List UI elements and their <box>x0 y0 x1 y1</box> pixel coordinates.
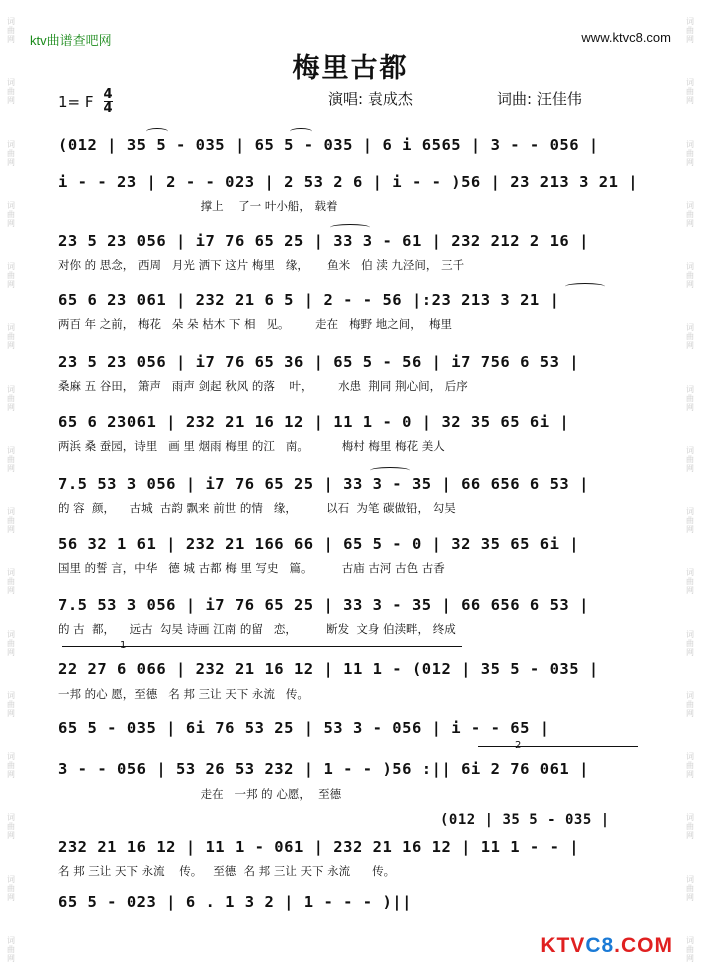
score-notes-line: 56 32 1 61 | 232 21 166 66 | 65 5 - 0 | 32 35 65 6i | <box>58 535 580 553</box>
watermark-text: 词曲网 <box>685 139 695 167</box>
key-signature <box>58 88 113 115</box>
logo-part: C8 <box>585 934 615 957</box>
watermark-text: 词曲网 <box>685 78 695 106</box>
watermark-text: 词曲网 <box>6 200 16 228</box>
score-notes-line: 3 - - 056 | 53 26 53 232 | 1 - - )56 :|| 6i 2 76 061 | <box>58 760 589 778</box>
score-notes-line: 22 27 6 066 | 232 21 16 12 | 11 1 - (012 | 35 5 - 035 | <box>58 660 599 678</box>
watermark-text: 词曲网 <box>6 690 16 718</box>
watermark-text: 词曲网 <box>6 813 16 841</box>
key-label: 1= F <box>58 92 94 111</box>
score-lyrics-line: 两浜 桑 蚕园，诗里 画 里 烟雨 梅里 的江 南。 梅村 梅里 梅花 美人 <box>58 439 445 453</box>
slur-mark <box>146 128 168 135</box>
volta-1-number: 1 <box>120 640 127 651</box>
watermark-text: 词曲网 <box>6 629 16 657</box>
score-notes-line: 65 6 23 061 | 232 21 6 5 | 2 - - 56 |:23 213 3 21 | <box>58 291 560 309</box>
watermark-text: 词曲网 <box>685 507 695 535</box>
score-lyrics-line: 一邦 的心 愿，至德 名 邦 三让 天下 永流 传。 <box>58 687 309 701</box>
time-signature <box>104 88 113 115</box>
score-notes-line: 232 21 16 12 | 11 1 - 061 | 232 21 16 12 | 11 1 - - | <box>58 838 580 856</box>
watermark-right <box>682 0 698 980</box>
score-notes-line: 65 5 - 023 | 6 . 1 3 2 | 1 - - - )|| <box>58 893 412 911</box>
watermark-text: 词曲网 <box>685 262 695 290</box>
score-lyrics-line: 对你 的 思念， 西周 月光 洒下 这片 梅里 缘， 鱼米 伯 渎 九泾间， 三千 <box>58 258 465 272</box>
score-notes-line: 23 5 23 056 | i7 76 65 25 | 33 3 - 61 | 232 212 2 16 | <box>58 232 589 250</box>
watermark-text: 词曲网 <box>685 323 695 351</box>
score-lyrics-line: 两百 年 之前， 梅花 朵 朵 枯木 下 相 见。 走在 梅野 地之间， 梅里 <box>58 317 453 331</box>
slur-mark <box>290 128 312 135</box>
logo-part: .COM <box>614 934 673 957</box>
score-lyrics-line: 国里 的誓 言，中华 德 城 古都 梅 里 写史 篇。 古庙 古河 古色 古香 <box>58 561 445 575</box>
watermark-text: 词曲网 <box>6 17 16 45</box>
slur-mark <box>565 283 605 290</box>
score-lyrics-line: 名 邦 三让 天下 永流 传。 至德 名 邦 三让 天下 永流 传。 <box>58 864 396 878</box>
score-notes-line: 23 5 23 056 | i7 76 65 36 | 65 5 - 56 | i7 756 6 53 | <box>58 353 580 371</box>
score-notes-line: 7.5 53 3 056 | i7 76 65 25 | 33 3 - 35 | 66 656 6 53 | <box>58 475 589 493</box>
watermark-text: 词曲网 <box>685 200 695 228</box>
watermark-text: 词曲网 <box>685 445 695 473</box>
time-denominator: 4 <box>103 101 113 116</box>
site-url-header[interactable]: www.ktvc8.com <box>581 30 671 45</box>
watermark-text: 词曲网 <box>6 78 16 106</box>
watermark-text: 词曲网 <box>6 262 16 290</box>
watermark-text: 词曲网 <box>6 323 16 351</box>
watermark-text: 词曲网 <box>6 384 16 412</box>
volta-2-number: 2 <box>515 740 522 751</box>
score-overlay-line: (012 | 35 5 - 035 | <box>440 812 610 828</box>
writer-credit: 词曲: 汪佳伟 <box>497 90 582 108</box>
score-lyrics-line: 的 容 颜， 古城 古韵 飘来 前世 的情 缘， 以石 为笔 碳做铅， 勾吴 <box>58 501 456 515</box>
watermark-text: 词曲网 <box>6 752 16 780</box>
watermark-text: 词曲网 <box>685 690 695 718</box>
ktvc8-logo <box>540 934 673 958</box>
site-name-header[interactable]: ktv曲谱查吧网 <box>30 33 112 48</box>
singer-credit: 演唱: 袁成杰 <box>328 90 413 108</box>
score-lyrics-line: 的 古 都， 远古 勾吴 诗画 江南 的留 恋， 断发 文身 伯渎畔， 终成 <box>58 622 456 636</box>
watermark-text: 词曲网 <box>6 445 16 473</box>
score-notes-line: (012 | 35 5 - 035 | 65 5 - 035 | 6 i 6565 | 3 - - 056 | <box>58 136 599 154</box>
watermark-text: 词曲网 <box>685 568 695 596</box>
score-lyrics-line: 走在 一邦 的 心愿， 至德 <box>58 787 342 801</box>
score-notes-line: 7.5 53 3 056 | i7 76 65 25 | 33 3 - 35 | 66 656 6 53 | <box>58 596 589 614</box>
time-numerator: 4 <box>103 87 113 102</box>
watermark-text: 词曲网 <box>6 568 16 596</box>
song-title: 梅里古都 <box>292 53 409 84</box>
watermark-text: 词曲网 <box>6 874 16 902</box>
watermark-text: 词曲网 <box>6 507 16 535</box>
score-notes-line: 65 5 - 035 | 6i 76 53 25 | 53 3 - 056 | i - - 65 | <box>58 719 550 737</box>
score-lyrics-line: 撑上 了一 叶小船， 载着 <box>58 199 338 213</box>
watermark-left <box>3 0 19 980</box>
score-notes-line: 65 6 23061 | 232 21 16 12 | 11 1 - 0 | 32 35 65 6i | <box>58 413 570 431</box>
watermark-text: 词曲网 <box>685 874 695 902</box>
watermark-text: 词曲网 <box>685 752 695 780</box>
watermark-text: 词曲网 <box>6 935 16 963</box>
slur-mark <box>370 467 410 474</box>
watermark-text: 词曲网 <box>685 17 695 45</box>
watermark-text: 词曲网 <box>685 629 695 657</box>
watermark-text: 词曲网 <box>6 139 16 167</box>
slur-mark <box>330 224 370 231</box>
logo-part: KTV <box>540 934 586 957</box>
watermark-text: 词曲网 <box>685 935 695 963</box>
score-notes-line: i - - 23 | 2 - - 023 | 2 53 2 6 | i - - )56 | 23 213 3 21 | <box>58 173 639 191</box>
watermark-text: 词曲网 <box>685 813 695 841</box>
watermark-text: 词曲网 <box>685 384 695 412</box>
volta-2-bracket <box>478 746 638 747</box>
score-lyrics-line: 桑麻 五 谷田， 箫声 雨声 剑起 秋风 的落 叶， 水患 荆同 荆心间， 后序 <box>58 379 468 393</box>
